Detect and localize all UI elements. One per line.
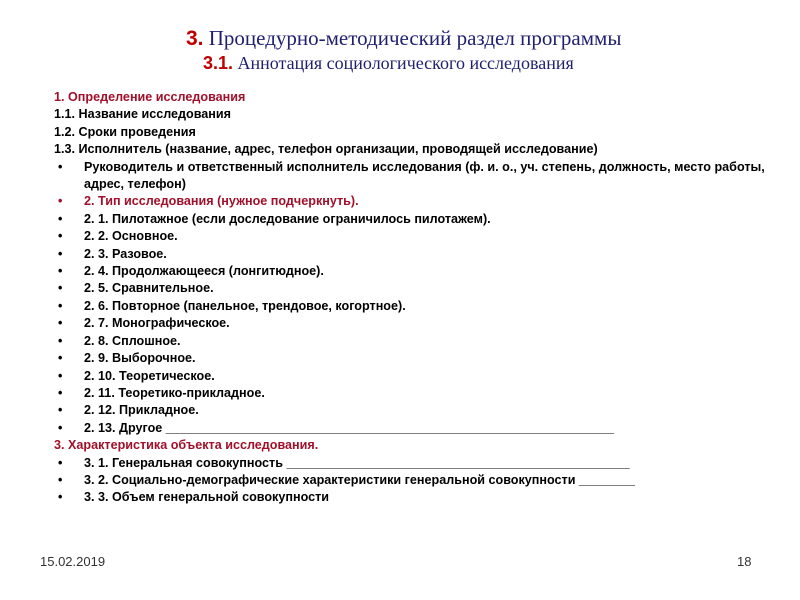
list-item [54,385,784,402]
list-item-text: 3. 2. Социально-демографические характеристики генеральной совокупности ________ [84,472,635,487]
title-line-2 [203,53,574,74]
list-item-text: 1. Определение исследования [54,90,246,104]
list-item [54,263,784,280]
list-item [54,106,784,123]
list-item [54,420,784,437]
bullet-icon: • [58,455,63,470]
list-item [54,211,784,228]
bullet-icon: • [58,229,63,244]
bullet-icon: • [58,264,63,279]
bullet-icon: • [58,298,63,313]
page-number: 18 [737,554,752,569]
bullet-icon: • [58,194,63,209]
list-item [54,402,784,419]
bullet-icon: • [58,211,63,226]
list-item-text: 3. 1. Генеральная совокупность _________________________________________________ [84,455,630,470]
list-item [54,246,784,263]
list-item-text: 1.1. Название исследования [54,107,232,122]
title-line-2-text: Аннотация социологического исследования [237,53,574,73]
list-item-text: 2. 8. Сплошное. [84,333,181,348]
list-item-text: 2. 10. Теоретическое. [84,368,215,383]
list-item [54,350,784,367]
list-item-text: 2. 4. Продолжающееся (лонгитюдное). [84,264,324,279]
list-item [54,315,784,332]
section-heading [54,89,784,106]
list-item [54,228,784,245]
bullet-icon: • [58,159,63,174]
list-item [54,298,784,315]
list-item-text: 2. 9. Выборочное. [84,351,196,366]
list-item-text: Руководитель и ответственный исполнитель исследования (ф. и. о., уч. степень, должность, место работы, адрес, телефон) [84,159,765,192]
bullet-icon: • [58,420,63,435]
list-item-text: 2. 7. Монографическое. [84,316,230,331]
list-item [54,472,784,489]
list-item [54,489,784,506]
list-item [54,124,784,141]
title-line-1 [186,26,621,51]
footer-date: 15.02.2019 [40,554,106,569]
bullet-icon: • [58,385,63,400]
list-item-text: 2. 2. Основное. [84,229,178,244]
list-item-text: 2. 12. Прикладное. [84,403,199,418]
bullet-icon: • [58,246,63,261]
list-item-text: 1.2. Сроки проведения [54,124,196,139]
list-item [54,368,784,385]
list-item [54,455,784,472]
list-item-text: 1.3. Исполнитель (название, адрес, телефон организации, проводящей исследование) [54,142,598,157]
bullet-icon: • [58,351,63,366]
list-item-text: 3. Характеристика объекта исследования. [54,438,319,453]
title-line-2-number: 3.1. [203,53,234,73]
list-item-text: 3. 3. Объем генеральной совокупности [84,490,330,505]
list-item [54,333,784,350]
list-item-text: 2. 3. Разовое. [84,246,167,261]
list-item [54,280,784,297]
title-line-1-number: 3. [186,27,204,50]
list-item-text: 2. 13. Другое ________________________________________________________________ [84,420,615,435]
bullet-icon: • [58,316,63,331]
bullet-icon: • [58,403,63,418]
list-item [54,159,784,194]
bullet-icon: • [58,490,63,505]
list-item-text: 2. 1. Пилотажное (если доследование ограничилось пилотажем). [84,211,491,226]
bullet-icon: • [58,333,63,348]
list-item-text: 2. 5. Сравнительное. [84,281,214,296]
title-line-1-text: Процедурно-методический раздел программы [208,26,622,50]
section-heading [54,437,784,454]
bullet-icon: • [58,281,63,296]
outline-list [54,89,784,507]
list-item-text: 2. 6. Повторное (панельное, трендовое, когортное). [84,298,406,313]
section-heading [54,193,784,210]
list-item-text: 2. 11. Теоретико-прикладное. [84,385,265,400]
list-item [54,141,784,158]
bullet-icon: • [58,472,63,487]
bullet-icon: • [58,368,63,383]
list-item-text: 2. Тип исследования (нужное подчеркнуть). [84,194,359,209]
